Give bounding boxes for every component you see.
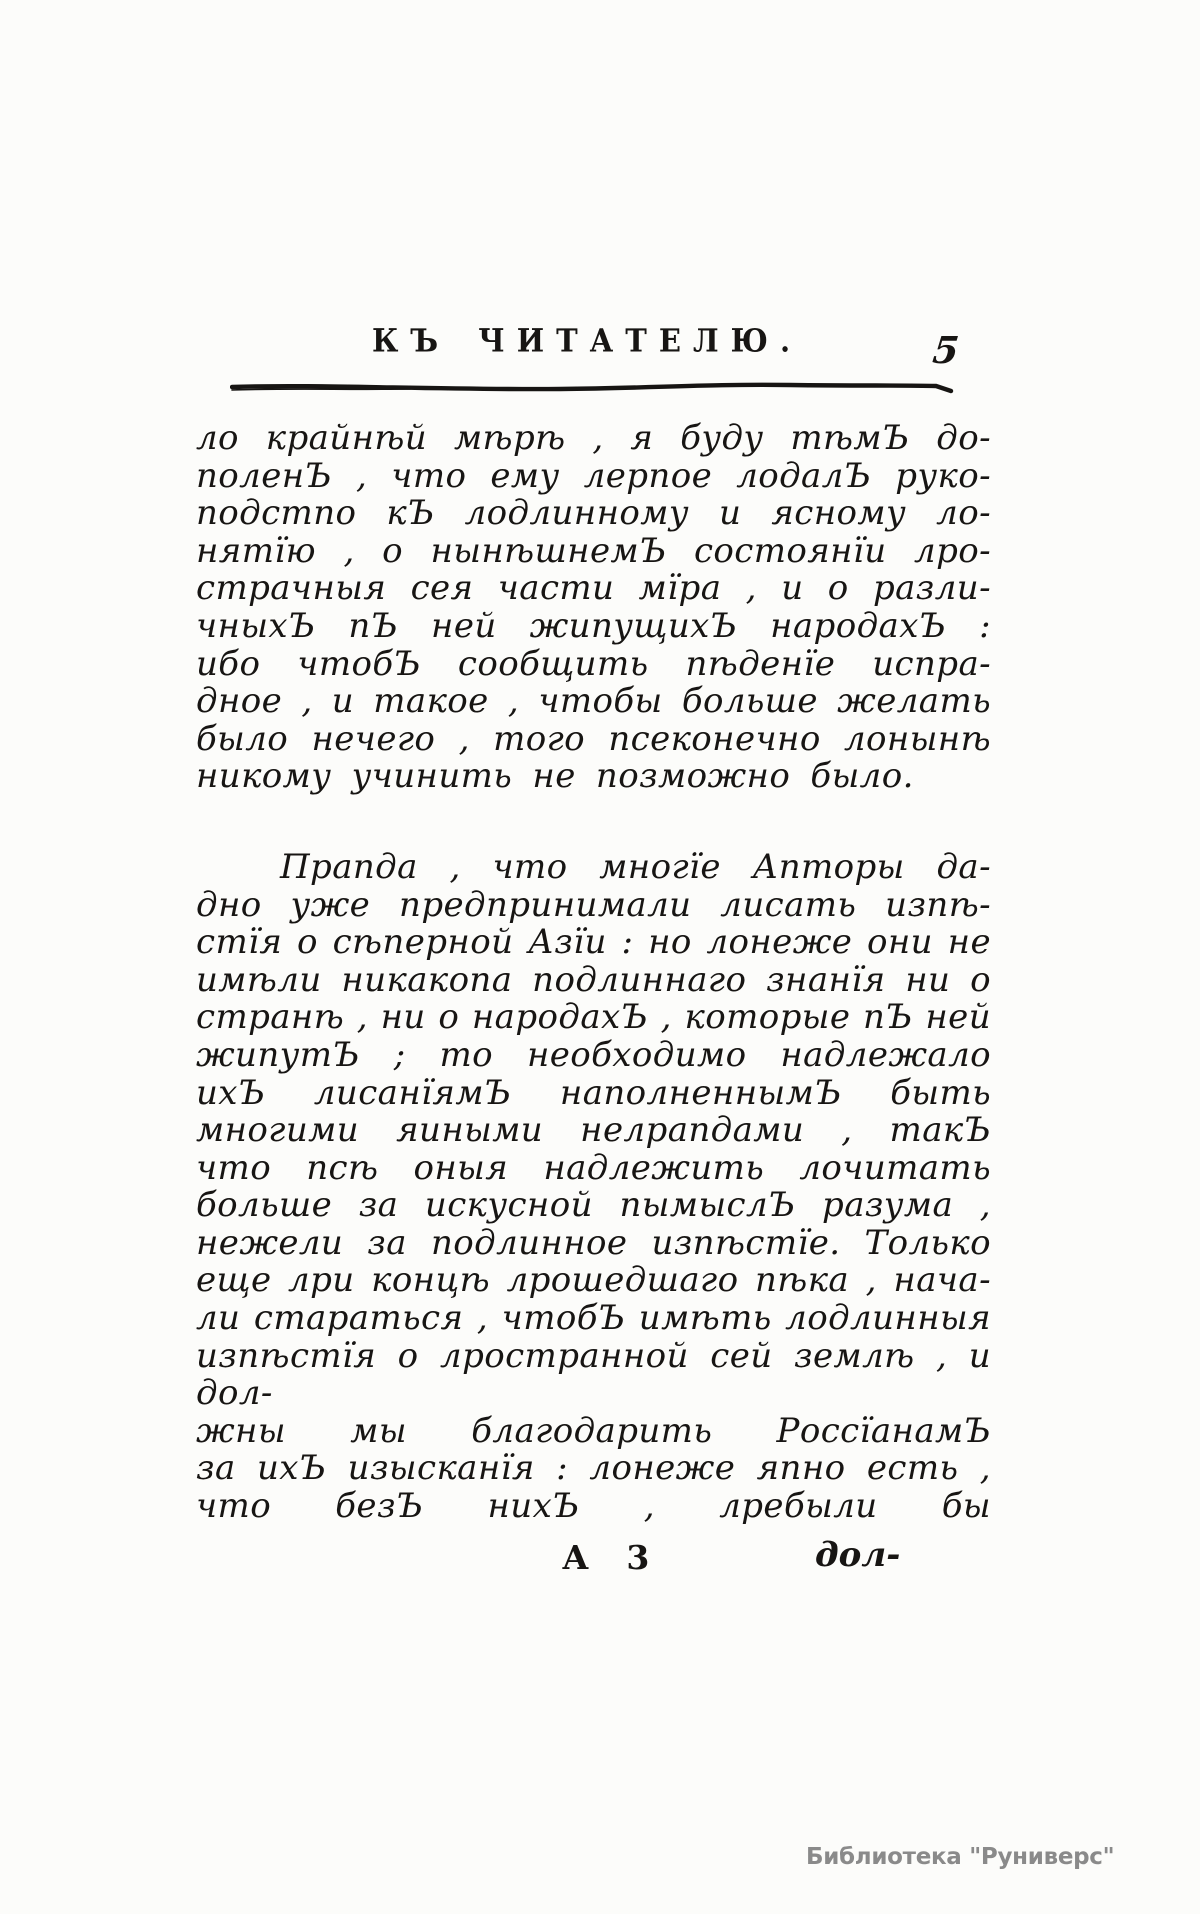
text-line: было нечего , того псеконечно лонынѣ — [196, 718, 991, 759]
library-watermark: Библиотека "Руниверс" — [806, 1844, 1115, 1870]
catchword: дол- — [815, 1535, 901, 1575]
text-line: нятїю , о нынѣшнемЪ состоянїи лро- — [196, 530, 991, 571]
text-line: дно уже предпринимали лисать изпѣ- — [196, 884, 991, 925]
text-line: поленЪ , что ему лерпое лодалЪ руко- — [196, 455, 991, 496]
signature-mark: А 3 — [562, 1538, 663, 1577]
text-line: за ихЪ изысканїя : лонеже япно есть , — [196, 1448, 991, 1489]
text-line: жны мы благодарить РоссїанамЪ — [196, 1410, 991, 1451]
text-line: ихЪ лисанїямЪ наполненнымЪ быть — [196, 1072, 991, 1113]
text-line: ибо чтобЪ сообщить пѣденїе испра- — [196, 643, 991, 684]
text-line: подстпо кЪ лодлинному и ясному ло- — [196, 493, 991, 534]
text-line: ло крайнѣй мѣрѣ , я буду тѣмЪ до- — [196, 418, 991, 458]
text-line: никому учинить не позможно было. — [196, 756, 914, 797]
text-line: ли стараться , чтобЪ имѣть лодлинныя — [196, 1298, 991, 1339]
text-line: Прапда , что многїе Апторы да- — [280, 846, 991, 887]
text-line: имѣли никакопа подлиннаго знанїя ни о — [196, 959, 991, 1000]
text-line: жипутЪ ; то необходимо надлежало — [196, 1034, 991, 1075]
page-title: КЪ ЧИТАТЕЛЮ. — [372, 322, 803, 360]
text-line: что псѣ оныя надлежить лочитать — [196, 1147, 991, 1188]
text-line: что безЪ нихЪ , лребыли бы — [196, 1486, 991, 1527]
page-number: 5 — [930, 328, 962, 372]
paragraph-2 — [196, 846, 991, 1527]
text-line: еще лри концѣ лрошедшаго пѣка , нача- — [196, 1260, 991, 1301]
text-line: больше за искусной пымыслЪ разума , — [196, 1185, 991, 1226]
text-line: стїя о сѣперной Азїи : но лонеже они не — [196, 922, 991, 963]
text-line: страчныя сея части мїра , и о разли- — [196, 568, 991, 609]
text-line: многими яиными нелрапдами , такЪ — [196, 1110, 991, 1151]
paragraph-1 — [196, 420, 991, 796]
header-rule — [230, 381, 954, 395]
text-line: дное , и такое , чтобы больше желать — [196, 681, 991, 722]
text-line: чныхЪ пЪ ней жипущихЪ народахЪ : — [196, 605, 991, 646]
text-line: изпѣстїя о лространной сей землѣ , и дол- — [196, 1335, 991, 1414]
text-line: странѣ , ни о народахЪ , которые пЪ ней — [196, 997, 991, 1038]
page-body — [196, 420, 991, 1526]
text-line: нежели за подлинное изпѣстїе. Только — [196, 1222, 991, 1263]
